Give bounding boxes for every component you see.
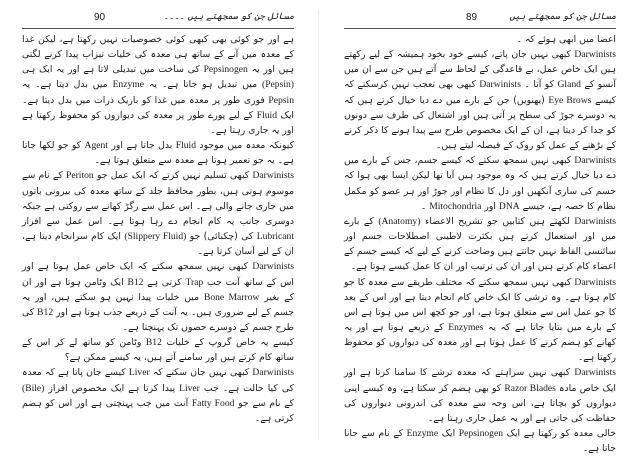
- left-page-number: 90: [94, 12, 106, 23]
- latin-term: Darwinists: [479, 79, 521, 91]
- paragraph: [344, 47, 616, 153]
- paragraph: [22, 259, 294, 335]
- latin-term: B12: [145, 337, 162, 349]
- paragraph: [344, 32, 616, 47]
- book-gutter: [318, 10, 319, 440]
- right-page-header: [344, 12, 616, 28]
- paragraph-text: کے نام سے جانا جاتا ہے۔: [344, 428, 616, 455]
- latin-term: (Pepsin): [262, 79, 294, 91]
- latin-term: Pepsinogen: [458, 428, 504, 440]
- latin-term: Darwinists: [574, 49, 616, 61]
- paragraph-text: کی ساخت میں تبدیلی لاتا ہے اور یہ ایک ہی: [22, 64, 204, 76]
- left-page: [8, 0, 308, 451]
- paragraph-text: میں بدل دیتا ہے۔ یہ: [22, 79, 113, 91]
- paragraph-text: کے لیے پورے طور پر معدہ کی دیواروں کو محفوظ رکھتا ہے اور یہ جاری رہتا ہے۔: [22, 109, 294, 136]
- left-running-title: مسائل جن کو سمجھتے ہیں ۔۔۔۔: [163, 12, 294, 22]
- latin-term: B12: [127, 276, 144, 288]
- paragraph-text: ایک وٹامن ہوتا ہے اور ان کے بغیر: [22, 276, 295, 303]
- paragraph: [22, 32, 294, 138]
- paragraph-text: کبھی نہیں جان سکتے کہ: [149, 367, 253, 379]
- latin-term: Gland: [557, 79, 581, 91]
- paragraph-text: کے ذریعے ہوتا ہے اور یہ کھانے کو ہضم کرنے کا عمل ہوتا ہے اور معدہ کی دیواروں کو محفوظ رکھتا ہے۔: [344, 321, 616, 364]
- paragraph-text: لکھتے ہیں کتابیں جو تشریح الاعضاء: [420, 215, 575, 227]
- latin-term: Fatty Food: [191, 397, 235, 409]
- latin-term: Enzyme: [112, 79, 144, 91]
- paragraph-text: آنت میں جب پہنچتی ہے اور اس کو ہضم کرتی ہے۔: [22, 397, 294, 424]
- paragraph-text: ایک کام سرانجام دیتا ہے، ان کے لیے آسان کرتا ہے۔: [22, 231, 294, 258]
- paragraph-text: اور: [481, 200, 499, 212]
- paragraph-text: کو جو لکھا جاتا ہے۔ یہ جو تعمیر ہوتا ہے معدہ سے متعلق ہوتا ہے۔: [22, 140, 294, 167]
- right-header-rule: [344, 28, 616, 29]
- paragraph-text: کبھی نہیں سراہتے کہ معدہ ترشے کا سامنا کرتا ہے اور ایک خاص مادہ: [344, 367, 617, 394]
- paragraph-text: بدل جاتا ہے اور: [107, 140, 176, 152]
- paragraph-text: (بھنویں) جن کے بارے میں دے دیا خیال کرتے ہیں کہ یہ دوسرے جوڑ کی سطح پر آتی ہیں اور اشتعال کی طرف سے دونوں کو جدا کر دیتا ہے، ان کے ایک مخصوص طرح سے پیدا ہونے کا ذکر کرنے کے بڑھنے کے عمل کو روک کے فیصلہ لیتے ہیں۔: [344, 94, 616, 152]
- latin-term: Darwinists: [252, 170, 295, 182]
- latin-term: B12: [37, 306, 54, 318]
- paragraph-text: میں تبدیل ہو جاتا ہے۔ یہ: [144, 79, 263, 91]
- latin-term: Darwinists: [574, 276, 616, 288]
- right-page-number: 89: [466, 12, 478, 23]
- latin-term: Pepsin: [268, 94, 294, 106]
- latin-term: DNA: [498, 200, 520, 212]
- latin-term: Agent: [84, 140, 108, 152]
- paragraph-text: ہے اور جو کوئی بھی کبھی کوئی خصوصیات نہیں رکھتا ہے، لیکن غذا کے معدہ میں آنے کے ساتھ ہی معدہ کی خلیات تیزاب پیدا کرنے لگتی ہیں اور یہ: [22, 34, 294, 76]
- paragraph-text: کو بھی ہضم کر سکتا ہے، وہ کیسے اپنی دیواروں کو بچاتا ہے، اس وجہ سے معدہ کی اندرونی دیواروں کی حفاظت کی جاتی ہے اور یہ عمل جاری رہتا ہے۔: [344, 382, 616, 424]
- paragraph: [344, 153, 616, 214]
- paragraph: [22, 138, 294, 168]
- paragraph-text: کیسے یہ خاص گروپ کے خلیات: [161, 337, 294, 349]
- paragraph-text: کی (چکنائی) جو: [186, 231, 257, 243]
- left-page-header: [22, 12, 294, 28]
- latin-term: Enzyme: [406, 428, 439, 440]
- latin-term: Pepsinogen: [203, 64, 248, 76]
- paragraph-text: کبھی نہیں جان پاتے، کیسے خود بخود ہمیشہ کے لیے رکھتے ہیں ایک خاص عمل، بے قاعدگی کے لحاظ سے آتے ہیں جن سے ان میں آنسو کے: [344, 49, 616, 91]
- right-page: [330, 0, 630, 455]
- latin-term: Bone Marrow: [203, 291, 260, 303]
- paragraph-text: کبھی نہیں سمجھ سکتے کہ ایک خاص عمل ہوتا ہے اور اس کے ساتھ آنت جب: [22, 261, 294, 288]
- paragraph-text: کرتی ہے: [143, 276, 186, 288]
- latin-term: Trap: [185, 276, 204, 288]
- left-page-body: [22, 32, 294, 426]
- paragraph-text: کبھی بھی تعجب نہیں کرسکتے کہ کیسے: [344, 79, 616, 106]
- paragraph-text: وٹامن کو ساتھ لے کر اس کے ساتھ کام کرتے ہیں اور سامنے آتے ہیں، یہ کیسے ممکن ہے؟: [22, 337, 294, 364]
- latin-term: Periton: [66, 170, 94, 182]
- paragraph-text: کبھی نہیں سمجھ سکتے کہ مختلف طریقے سے معدہ کا جو کام ہوتا ہے۔ وہ ترشی کا ایک خاص کام انجام دیتا ہے اور اس کے بعد کا جو عمل اس سے متعلق ہوتا ہے، اور جو کچھ اس میں ہوتا ہے اس کے بارے میں بتایا جاتا ہے کہ یہ: [344, 276, 616, 333]
- paragraph: [344, 275, 616, 366]
- paragraph-text: خالی معدہ کو رکھتا ہے ایک: [503, 428, 617, 440]
- latin-term: Lubricant: [256, 231, 294, 243]
- paragraph-text: کے بارے میں اور استعمال کرتے ہیں بکثرت لاطینی اصطلاحات جسم اور سائنسی الفاظ نہیں جانتے ہیں وضاحت کرنے کے لیے کہ کیسے جسم کے اعضاء کام کرتے ہیں اور ان کی ترتیب اور ان کا عمل کیسے ہوتا ہے۔: [344, 215, 616, 273]
- latin-term: Darwinists: [574, 367, 616, 379]
- latin-term: Fluid: [256, 109, 277, 121]
- latin-term: (Anatomy): [378, 215, 421, 227]
- latin-term: Enzymes: [448, 321, 484, 333]
- paragraph-text: اعضا میں ابھی ہوئے کہ ۔: [516, 34, 616, 45]
- paragraph: [344, 365, 616, 426]
- latin-term: Eye Brows: [548, 94, 592, 106]
- paragraph-text: کیسے جان پاتا ہے کہ معدہ کی کیا حالت ہے۔ جب: [22, 367, 294, 394]
- right-running-title: مسائل جن کو سمجھتے ہیں: [509, 12, 616, 22]
- latin-term: (Bile): [22, 382, 45, 394]
- paragraph: [22, 365, 294, 426]
- paragraph: [22, 335, 294, 365]
- paragraph-text: کبھی تسلیم نہیں کرتے کہ ایک عمل جو: [93, 170, 253, 182]
- latin-term: (Slippery Fluid): [124, 231, 187, 243]
- right-page-body: [344, 32, 616, 456]
- paragraph-text: فوری طور پر معدہ میں غذا کو باریک ذرات میں بدل دیتا ہے۔ ایک: [22, 94, 294, 121]
- paragraph-text: کے نام سے موسوم ہوتی ہیں، بطور محافظ جلد کے ساتھ معدہ کی بیرونی باتوں میں جاری جانے والی ہے۔ اس عمل سے رگڑ کھانے سے روکتی ہے جبکہ دوسری جانب یہ کام انجام دے رہا ہوتا ہے۔ اس عمل سے افراز: [22, 170, 294, 227]
- paragraph-text: کیونکہ معدہ میں موجود: [196, 140, 295, 152]
- latin-term: Mitochondria: [429, 200, 482, 212]
- paragraph: [344, 426, 616, 456]
- paragraph: [344, 214, 616, 275]
- paragraph: [22, 168, 294, 259]
- paragraph-text: کو آتا ۔: [520, 79, 558, 91]
- paragraph-text: کبھی نہیں سمجھ سکتے کہ کیسے جسم، جس کے بارے میں دے دیا خیال کرتے ہیں کہ وہ موجود ہیں آیا تھا لیکن ایسا بھی ہوا کہ جسم کی ساری آنکھیں اور دل کا نظام اور جوڑ اور ہر عضو کو مکمل نظام کا حصہ ہے، جیسے: [344, 155, 616, 212]
- latin-term: Darwinists: [252, 367, 294, 379]
- latin-term: Razor Blades: [504, 382, 556, 394]
- latin-term: Darwinists: [252, 261, 294, 273]
- latin-term: Liver: [179, 382, 200, 394]
- paragraph-text: ۔: [420, 200, 430, 212]
- latin-term: Darwinists: [574, 215, 616, 227]
- latin-term: Fluid: [175, 140, 197, 152]
- paragraph-text: میں خلیات پیدا نہیں ہو سکتے ہیں، اور یہ جسم کے لیے ضروری ہیں۔ یہ آنت کے ذریعے جذب ہوتا ہے اور: [22, 291, 294, 318]
- left-header-rule: [22, 28, 294, 29]
- paragraph-text: کی طرح جسم کے دوسرے حصوں تک پہنچتا ہے۔: [22, 306, 294, 333]
- latin-term: Liver: [128, 367, 150, 379]
- latin-term: Darwinists: [574, 155, 616, 167]
- paragraph-text: کے نام سے جو: [234, 397, 294, 409]
- paragraph-text: پیدا کرتا ہے ایک مخصوص افراز: [44, 382, 180, 394]
- paragraph-text: ایک: [438, 428, 459, 440]
